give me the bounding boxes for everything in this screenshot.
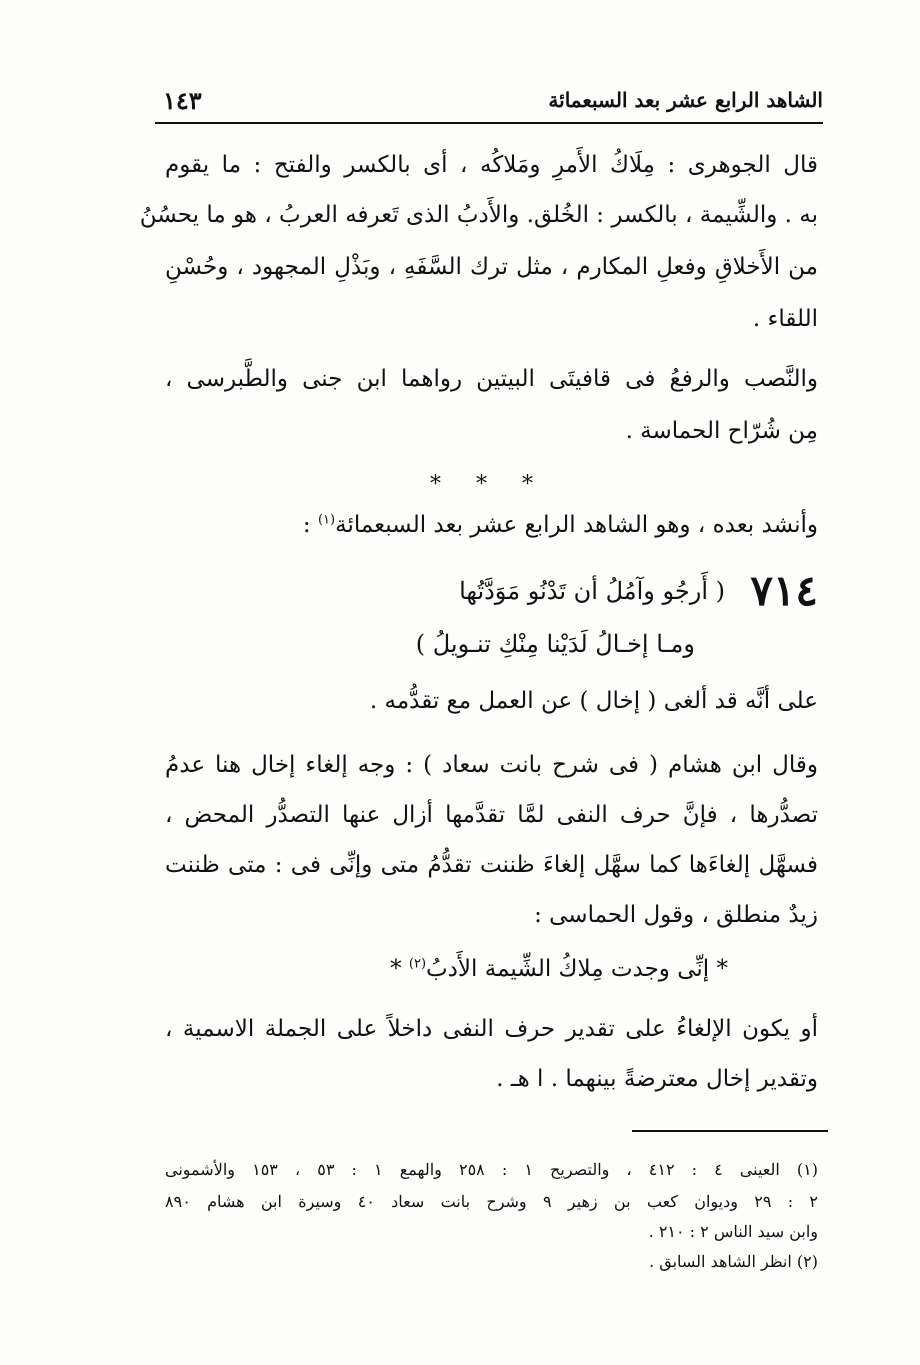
para1-line-3: من الأَخلاقِ وفعلِ المكارم ، مثل ترك السَّفَهِ ، وبَذْلِ المجهود ، وحُسْنِ	[165, 254, 818, 280]
para5-line-1: أو يكون الإلغاءُ على تقدير حرف النفى داخلاً على الجملة الاسمية ،	[165, 1016, 818, 1042]
intro-tail: :	[302, 512, 318, 538]
para2-line-2: مِن شُرّاح الحماسة .	[625, 418, 818, 444]
para1-line-2: به . والشِّيمة ، بالكسر : الخُلق. والأَدبُ الذى تَعرفه العربُ ، هو ما يحسُنُ	[139, 202, 818, 228]
chapter-title: الشاهد الرابع عشر بعد السبعمائة	[548, 88, 823, 112]
page-number: ١٤٣	[163, 86, 202, 115]
para4-line-2: تصدُّرها ، فإنَّ حرف النفى لمَّا تقدَّمها أزال عنها التصدُّر المحض ،	[165, 802, 818, 828]
para3-line: على أنَّه قد ألغى ( إخال ) عن العمل مع تقدُّمه .	[369, 688, 818, 714]
footnote-1-line-1: (١) العينى ٤ : ٤١٢ ، والتصريح ١ : ٢٥٨ والهمع ١ : ٥٣ ، ١٥٣ والأشمونى	[165, 1160, 819, 1179]
section-separator: * * *	[430, 472, 547, 497]
quote-text: * إنِّى وجدت مِلاكُ الشِّيمة الأَدبُ	[426, 956, 728, 982]
para1-line-4: اللقاء .	[752, 306, 818, 332]
footnote-ref-1: (١)	[317, 512, 336, 528]
verse-hemistich-2: ومـا إخـالُ لَدَيْنا مِنْكِ تنـويلُ )	[415, 630, 695, 658]
footnote-2: (٢) انظر الشاهد السابق .	[649, 1252, 818, 1271]
header-rule	[155, 122, 823, 124]
running-header	[155, 80, 823, 120]
verse-number: ٧١٤	[750, 566, 818, 615]
footnote-1-line-3: وابن سيد الناس ٢ : ٢١٠ .	[648, 1222, 818, 1241]
para5-line-2: وتقدير إخال معترضةً بينهما . ا هـ .	[496, 1066, 818, 1092]
intro-text: وأنشد بعده ، وهو الشاهد الرابع عشر بعد السبعمائة	[335, 512, 818, 538]
quote-line	[390, 956, 728, 982]
intro-line	[303, 512, 818, 538]
para1-line-1: قال الجوهرى : مِلَاكُ الأَمرِ ومَلاكُه ، أى بالكسر والفتح : ما يقوم	[165, 152, 818, 178]
footnote-ref-2: (٢)	[408, 956, 427, 972]
verse-hemistich-1: ( أَرجُو وآمُلُ أن تَدْنُو مَوَدَّتُها	[459, 577, 725, 605]
para2-line-1: والنَّصب والرفعُ فى قافيتَى البيتين رواهما ابن جنى والطَّبرسى ،	[165, 366, 818, 392]
footnote-rule	[632, 1130, 828, 1132]
footnote-1-line-2: ٢ : ٢٩ وديوان كعب بن زهير ٩ وشرح بانت سعاد ٤٠ وسيرة ابن هشام ٨٩٠	[165, 1192, 818, 1211]
quote-tail: *	[390, 956, 409, 982]
para4-line-4: زيدٌ منطلق ، وقول الحماسى :	[534, 902, 818, 928]
para4-line-1: وقال ابن هشام ( فى شرح بانت سعاد ) : وجه إلغاء إخال هنا عدمُ	[165, 752, 818, 778]
para4-line-3: فسهَّل إلغاءَها كما سهَّل إلغاءَ ظننت تقدُّمُ متى وإنِّى فى : متى ظننت	[165, 852, 818, 878]
